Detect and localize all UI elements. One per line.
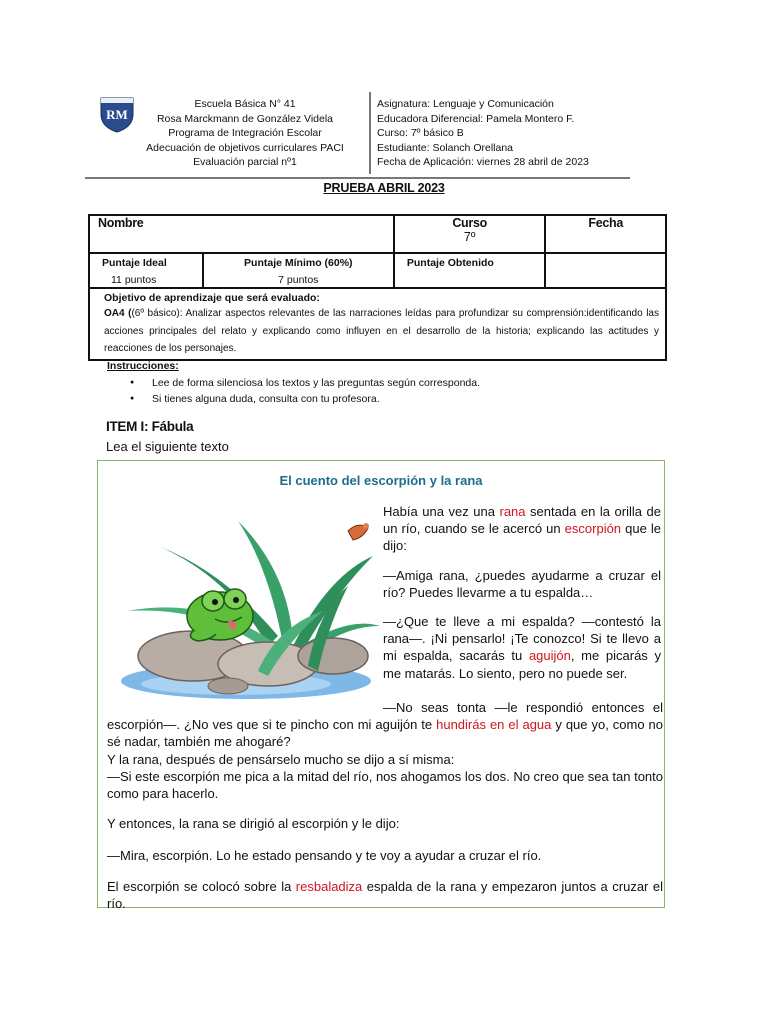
story-paragraph-6: —Si este escorpión me pica a la mitad del río, nos ahogamos los dos. No creo que sea tan tonto como para hacerlo. [107, 769, 663, 802]
curso-value: 7º [463, 230, 476, 244]
highlight-escorpion: escorpión [564, 521, 622, 537]
oa-code: OA4 [104, 308, 125, 319]
highlight-aguijon: aguijón [528, 648, 571, 664]
story-paragraph-3: —¿Que te lleve a mi espalda? —contestó la rana—. ¡Ni pensarlo! ¡Te conozco! Si te llevo a mi espalda, sacarás tu aguijón, me picarás y me matarás. Lo siento, pero no puede ser. [383, 614, 661, 681]
puntaje-ideal-label: Puntaje Ideal [102, 257, 167, 269]
highlight-rana: rana [499, 504, 526, 519]
puntaje-minimo-cell [203, 253, 394, 288]
logo-text: RM [106, 107, 128, 122]
story-right-column [383, 503, 661, 694]
story-paragraph-2: —Amiga rana, ¿puedes ayudarme a cruzar el río? Puedes llevarme a tu espalda… [383, 567, 661, 600]
highlight-hundiras: hundirás en el agua [436, 717, 552, 733]
header-divider-vertical [369, 92, 371, 174]
curso-label: Curso [452, 216, 487, 230]
highlight-resbaladiza: resbaladiza [295, 879, 363, 894]
info-line: Curso: 7º básico B [377, 127, 464, 140]
school-info [120, 97, 370, 170]
story-paragraph-5: Y la rana, después de pensárselo mucho se dijo a sí misma: [107, 752, 455, 767]
fecha-cell[interactable] [545, 215, 666, 253]
story-box [97, 460, 665, 912]
puntaje-obtenido-cell[interactable] [394, 253, 546, 288]
oa-level: (6º básico) [131, 308, 180, 319]
frog-on-rocks-illustration [118, 516, 380, 701]
story-paragraph-8: —Mira, escorpión. Lo he estado pensando y te voy a ayudar a cruzar el río. [107, 848, 542, 863]
puntaje-ideal-cell [89, 253, 203, 288]
nombre-cell[interactable] [89, 215, 394, 253]
puntaje-obtenido-value-cell[interactable] [545, 253, 666, 288]
info-line: Fecha de Aplicación: viernes 28 abril de 2023 [377, 156, 589, 169]
objetivo-text: OA4 ((6º básico): Analizar aspectos relevantes de las narraciones leídas para profundizar su comprensión:identificando las acciones principales del relato y explicando como influyen en el desarrollo de la historia; explicando las actitudes y reacciones de los personajes. [104, 308, 659, 354]
instruction-item: ● Lee de forma silenciosa los textos y las preguntas según corresponda. [130, 375, 480, 391]
puntaje-minimo-label: Puntaje Mínimo (60%) [244, 257, 353, 269]
test-title: PRUEBA ABRIL 2023 [323, 181, 445, 195]
objetivo-cell [89, 288, 666, 360]
story-title: El cuento del escorpión y la rana [279, 473, 483, 488]
story-paragraph-1: Había una vez una rana sentada en la orilla de un río, cuando se le acercó un escorpión que le dijo: [383, 504, 661, 554]
nombre-label: Nombre [98, 216, 144, 230]
puntaje-ideal-value: 11 puntos [111, 274, 157, 286]
course-info [377, 97, 677, 170]
student-info-table [88, 214, 667, 361]
story-paragraph-9: El escorpión se colocó sobre la resbaladiza espalda de la rana y empezaron juntos a cruzar el río. [107, 879, 663, 912]
item-subtitle: Lea el siguiente texto [106, 439, 229, 454]
item-title: ITEM I: Fábula [106, 419, 194, 434]
school-line: Adecuación de objetivos curriculares PACI [146, 141, 344, 154]
school-line: Programa de Integración Escolar [168, 127, 322, 140]
puntaje-obtenido-label: Puntaje Obtenido [406, 257, 494, 269]
puntaje-minimo-value: 7 puntos [278, 274, 319, 286]
info-line: Estudiante: Solanch Orellana [377, 141, 514, 154]
oa-text: : Analizar aspectos relevantes de las narraciones leídas para profundizar su comprensión:identificando las acciones principales del relato y explicando como influyen en el desarrollo de la historia; explicando las actitudes y reacciones de los personajes. [104, 308, 659, 354]
school-line: Rosa Marckmann de González Videla [156, 112, 334, 125]
header-divider-horizontal [85, 177, 630, 179]
instructions-list [130, 375, 480, 407]
story-paragraph-7: Y entonces, la rana se dirigió al escorpión y le dijo: [107, 816, 400, 831]
school-line: Escuela Básica N° 41 [194, 98, 296, 110]
objetivo-label: Objetivo de aprendizaje que será evaluado: [104, 292, 320, 304]
school-line: Evaluación parcial nº1 [193, 156, 297, 169]
fecha-label: Fecha [588, 216, 624, 230]
info-line: Asignatura: Lenguaje y Comunicación [377, 98, 554, 110]
curso-cell[interactable] [394, 215, 546, 253]
info-line: Educadora Diferencial: Pamela Montero F. [377, 112, 575, 125]
instructions-title: Instrucciones: [107, 360, 179, 372]
story-paragraph-4: —No seas tonta —le respondió entonces el escorpión—. ¿No ves que si te pincho con mi aguijón te hundirás en el agua y que yo, como no sé nadar, también me ahogaré? [107, 700, 664, 750]
instruction-item: ● Si tienes alguna duda, consulta con tu profesora. [130, 391, 480, 407]
